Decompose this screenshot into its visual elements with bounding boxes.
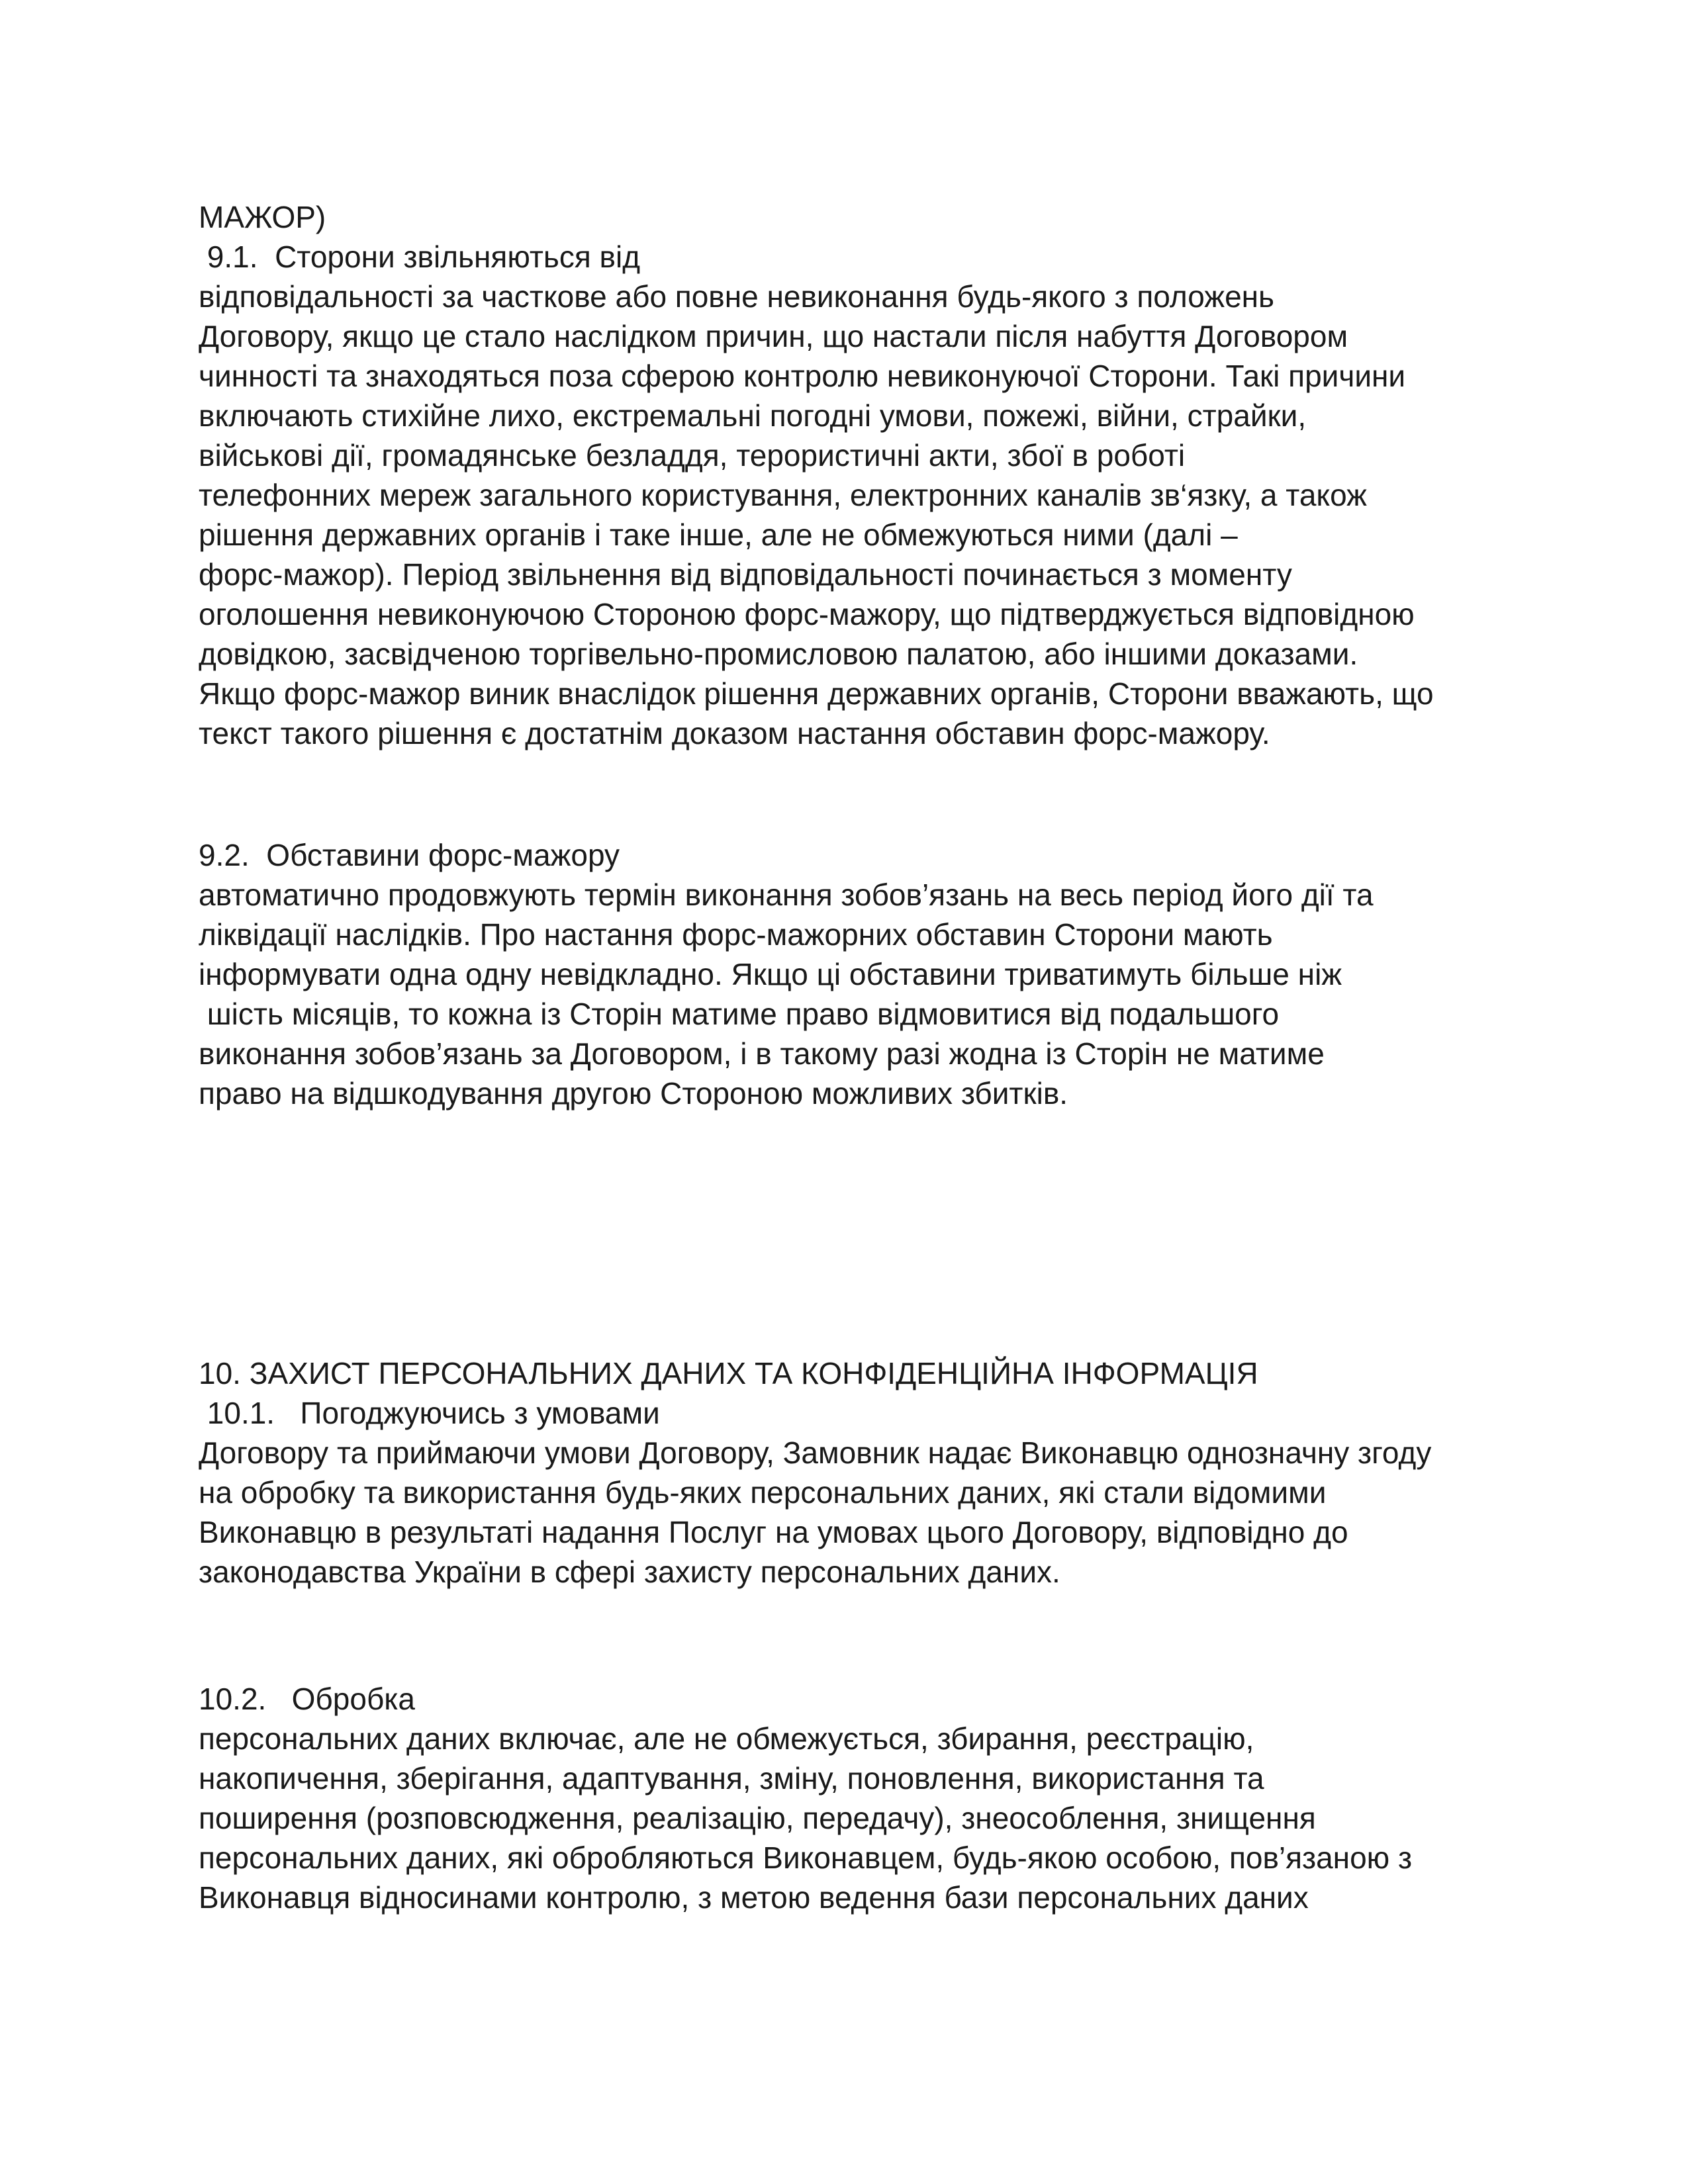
clause-9-1-line: чинності та знаходяться поза сферою контролю невиконуючої Сторони. Такі причини [199, 359, 1406, 393]
clause-10-2-line: Виконавця відносинами контролю, з метою ведення бази персональних даних [199, 1880, 1309, 1915]
clause-9-1-line: відповідальності за часткове або повне невиконання будь-якого з положень [199, 279, 1275, 314]
clause-9-1-line: текст такого рішення є достатнім доказом настання обставин форс-мажору. [199, 716, 1270, 751]
clause-10-2 [199, 1679, 1523, 1917]
clause-10-1-line: законодавства України в сфері захисту персональних даних. [199, 1555, 1060, 1589]
clause-10-2-line: накопичення, зберігання, адаптування, зміну, поновлення, використання та [199, 1761, 1264, 1796]
clause-9-1 [199, 197, 1523, 753]
clause-9-2-line: 9.2. Обставини форс-мажору [199, 838, 620, 872]
clause-9-2 [199, 835, 1523, 1113]
clause-9-2-line: шість місяців, то кожна із Сторін матиме право відмовитися від подальшого [199, 997, 1280, 1031]
clause-9-2-line: ліквідації наслідків. Про настання форс-мажорних обставин Сторони мають [199, 917, 1273, 952]
clause-10-1-line: Виконавцю в результаті надання Послуг на умовах цього Договору, відповідно до [199, 1515, 1348, 1549]
clause-9-1-line: телефонних мереж загального користування, електронних каналів зв‘язку, а також [199, 478, 1367, 512]
clause-9-2-line: автоматично продовжують термін виконання зобов’язань на весь період його дії та [199, 878, 1374, 912]
clause-9-1-line: 9.1. Сторони звільняються від [199, 240, 641, 274]
clause-9-2-line: виконання зобов’язань за Договором, і в такому разі жодна із Сторін не матиме [199, 1036, 1325, 1071]
clause-9-1-line: військові дії, громадянське безладдя, терористичні акти, збої в роботі [199, 438, 1186, 473]
clause-9-1-line: оголошення невиконуючою Стороною форс-мажору, що підтверджується відповідною [199, 597, 1415, 631]
clause-10-1-line: на обробку та використання будь-яких персональних даних, які стали відомими [199, 1475, 1327, 1510]
clause-10-1-line: Договору та приймаючи умови Договору, Замовник надає Виконавцю однозначну згоду [199, 1435, 1432, 1470]
clause-10-1 [199, 1353, 1523, 1592]
clause-10-2-line: поширення (розповсюдження, реалізацію, передачу), знеособлення, знищення [199, 1801, 1316, 1835]
section-9-heading-tail: МАЖОР) [199, 200, 326, 234]
section-10-heading: 10. ЗАХИСТ ПЕРСОНАЛЬНИХ ДАНИХ ТА КОНФІДЕНЦІЙНА ІНФОРМАЦІЯ [199, 1356, 1258, 1390]
clause-10-2-line: 10.2. Обробка [199, 1682, 416, 1716]
clause-9-1-line: включають стихійне лихо, екстремальні погодні умови, пожежі, війни, страйки, [199, 398, 1307, 433]
clause-9-1-line: рішення державних органів і таке інше, але не обмежуються ними (далі – [199, 518, 1238, 552]
clause-10-2-line: персональних даних включає, але не обмежується, збирання, реєстрацію, [199, 1721, 1254, 1756]
clause-9-1-line: довідкою, засвідченою торгівельно-промисловою палатою, або іншими доказами. [199, 637, 1358, 671]
clause-10-2-line: персональних даних, які обробляються Виконавцем, будь-якою особою, пов’язаною з [199, 1841, 1413, 1875]
clause-9-2-line: інформувати одна одну невідкладно. Якщо ці обставини триватимуть більше ніж [199, 957, 1342, 991]
clause-10-1-line: 10.1. Погоджуючись з умовами [199, 1396, 660, 1430]
clause-9-2-line: право на відшкодування другою Стороною можливих збитків. [199, 1076, 1068, 1111]
clause-9-1-line: Договору, якщо це стало наслідком причин, що настали після набуття Договором [199, 319, 1348, 353]
clause-9-1-line: Якщо форс-мажор виник внаслідок рішення державних органів, Сторони вважають, що [199, 676, 1434, 711]
clause-9-1-line: форс-мажор). Період звільнення від відповідальності починається з моменту [199, 557, 1292, 592]
